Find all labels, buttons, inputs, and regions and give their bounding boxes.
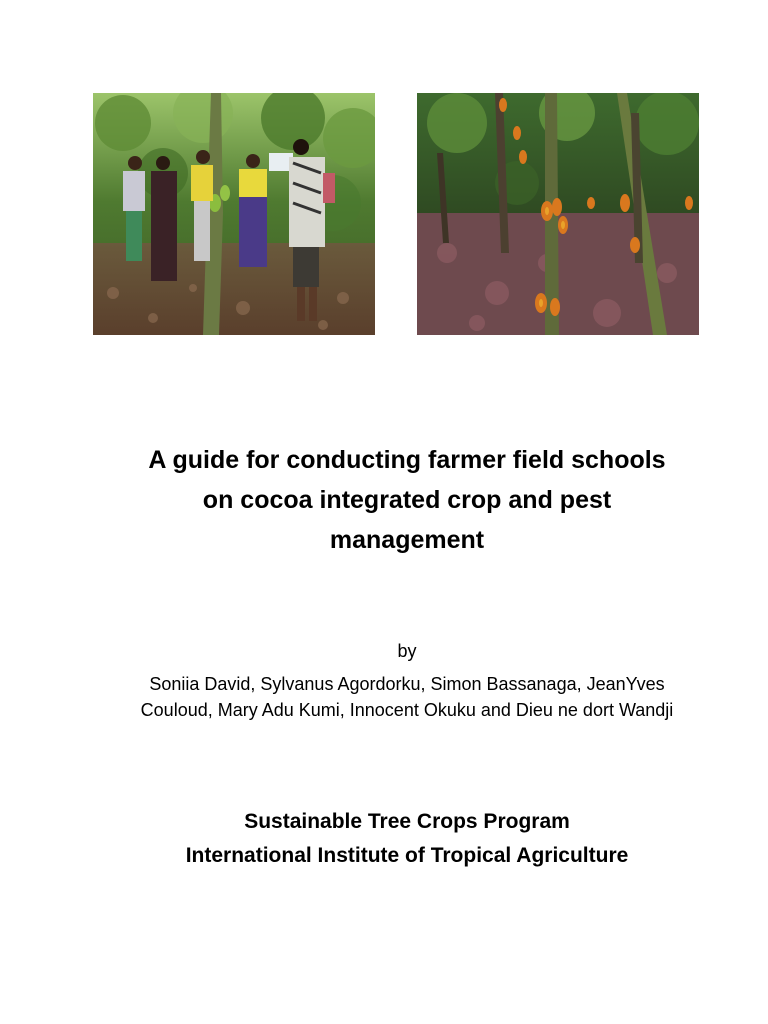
author-line: Soniia David, Sylvanus Agordorku, Simon Bassanaga, JeanYves — [149, 674, 665, 694]
document-title — [60, 440, 754, 560]
cover-photo-cocoa-trees — [417, 93, 699, 335]
author-list — [0, 671, 768, 723]
cover-photo-farmer-group — [93, 93, 375, 335]
document-title-line: on cocoa integrated crop and pest — [202, 486, 612, 514]
by-label: by — [397, 641, 417, 661]
author-line: Couloud, Mary Adu Kumi, Innocent Okuku and Dieu ne dort Wandji — [140, 700, 674, 720]
cocoa-pods-illustration — [417, 93, 699, 335]
program-name: Sustainable Tree Crops Program — [244, 810, 570, 833]
farmer-group-illustration — [93, 93, 375, 335]
publisher-block — [0, 805, 768, 873]
document-title-line: A guide for conducting farmer field schools — [148, 446, 666, 474]
institute-name: International Institute of Tropical Agriculture — [185, 844, 629, 867]
document-title-line: management — [329, 526, 485, 554]
